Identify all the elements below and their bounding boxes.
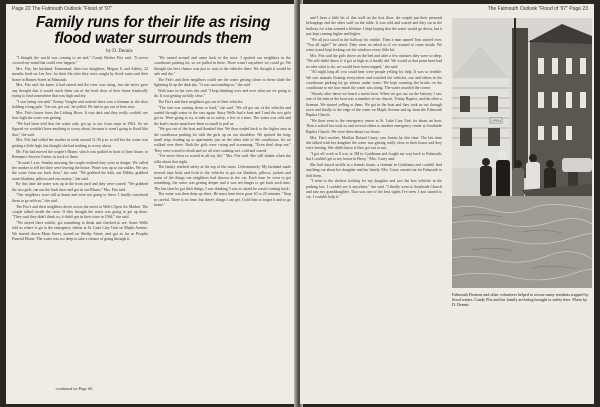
article-paragraph: Mrs. Fitz said the knew it had rained and the river was rising, but she never gave any thought that it would reach them out of the back door of their home frantically trying to find somewhere that was high and dry. bbox=[12, 83, 148, 99]
article-column-1 bbox=[12, 56, 148, 398]
article-paragraph: "All night long all you could hear were people yelling for help. It was so terrible. We saw animals floating everywhere and watched the vehicles, our and others in the courthouse parking lot go almost under water. We kept counting the bricks on the courthouse to see how much the water was rising. The water rounded the corner. bbox=[306, 70, 442, 91]
page-folio: Page 22 The Falmouth Outlook "Flood of '97" bbox=[12, 6, 113, 12]
article-paragraph: Mrs. Fitz's mother, Marilyn Boland Casey, was frantic by this time. The last time she talked with her daughter the water was getting really close to their house and they were leaving. She didn't know if they got out or not. bbox=[306, 135, 442, 151]
article-headline: Family runs for their life as rising flood water surrounds them bbox=[35, 14, 271, 47]
article-paragraph: The Fitz's and their neighbors got out of their vehicles. bbox=[158, 99, 244, 104]
article-paragraph: The family reached safety at the top of the stairs. Unfortunately, My husband made several trips back and forth to the vehicles to get our blankets, pillows, jackets and some of the things our neighbors had thrown in the car. Each time he went to get something, the water was getting deeper and it was ten hinges to get back each time. The last time he got their things, I was thinking 'I was so afraid he wasn't coming back.' bbox=[154, 165, 291, 191]
article-paragraph: "We turned around and came back to the store. I spotted our neighbors in the courthouse parking lot, so we pulled in there. There wasn't anywhere we could go. We thought our best chance was just to wait in the vehicles there. We thought it would be safe and dry." bbox=[154, 56, 291, 76]
article-paragraph: "I thought the world was coming to an end," Candy Becker Fitz said. "It never crossed my mind that could ever happen." bbox=[12, 56, 148, 66]
article-paragraph: "I went to the shelters looking for my daughter and saw the box vehicles in the parking lots. I couldn't see it anywhere," she said. "I finally went to Southside Church and saw my granddaughter. That was one of the best sights I've seen. I just started to cry. I couldn't help it." bbox=[306, 179, 442, 200]
article-paragraph: Mrs. Fitz, her husband, Emmanuel, their two daughters, Megan, 6, and Ashley, 22 months lived on Lee Ave. for their life after they were caught by flood water and their home in Barnes Street in Falmouth. bbox=[12, 67, 148, 82]
article-paragraph: "We then went to the emergency center at St. Luke Cary Unit for about an hour. Then a school bus took us and several others to another emergency center at Southside Baptist Church. We were there about two hours. bbox=[306, 119, 442, 134]
article-paragraph: and I have a little bit of that stuff on the first floor, the couple put their personal belongings and the other stuff on the table. It was cold and scared and they sat in the hallway for what seemed a lifetime. I kept hoping that the water would go down, but it just kept coming higher and higher. bbox=[306, 16, 442, 36]
article-paragraph: Mrs. Fitz had called her mother at work around 11:30 p.m. to tell her the water was getting a little high, but thought she had nothing to worry about. bbox=[12, 138, 148, 148]
page-folio: The Falmouth Outlook "Flood of '97" Page 23 bbox=[487, 6, 588, 12]
article-column-2 bbox=[154, 56, 291, 398]
article-paragraph: "I've never been so scared in all my life," Mrs. Fitz said. She still shakes when she talks about that night. bbox=[154, 154, 291, 164]
article-paragraph: Mrs. Fitz said the girls drove on the bed and after a few minutes they were so deep. "We still didn't know if it got as high as it finally did. We would at that point have had no idea what to do, we would have been trapped," she said. bbox=[306, 54, 442, 69]
photo-sign: OPEN bbox=[491, 119, 501, 123]
article-paragraph: "We had been told that the water only got up to our front steps in 1964. So we figured we wouldn't have anything to worry about, because it wasn't going to flood like that," she said. bbox=[12, 122, 148, 137]
photo-caption: Falmouth Firemen and other volunteers helped to rescue many residents trapped by flood waters. Candy Fitz and her family are being brought to safety here. Photo by D. Dennis. bbox=[452, 292, 589, 308]
article-paragraph: "We all just stood in the hallway for awhile. Then a man named Tom started over. "You all right?" he asked. They went on asked us if we wanted to come inside. We went in and kept looking out the windows every little bit. bbox=[306, 37, 442, 53]
article-paragraph: By this time the water was up in the front yard and they were scared. "We grabbed the two girls, ran out the back door and got in our Blazer," Mrs. Fitz said. bbox=[12, 182, 148, 192]
continued-notice: continued on Page 66 bbox=[55, 386, 93, 391]
article-paragraph: "We stayed there awhile, got something to drink and checked to see. Some Wells told us where to go to the emergency shelter at St. Luke Cary Unit on Maple Avenue. We started down Main Street, turned on Shelby Street, and got as far as Peoples Funeral Home. The water was too deep to take a chance of going through it. bbox=[12, 220, 148, 241]
article-paragraph: "I was being rescued," Kenny Vaughn and noticed there was a fireman at the door holding a long pole. 'Get out, get out,' he yelled. We had to get out of here now. bbox=[12, 99, 148, 110]
article-paragraph: The water was then deep up there. He must have been gone 10 to 20 minutes. "Stop to careful. There is no time, but there's things I can get. I told him to forget it and to go home." bbox=[154, 192, 291, 208]
article-paragraph: "Shortly after dawn we heard a motor boat. When we got out on the balcony I saw one of the men in the boat was a member of our church, Trinity Baptist, and the other a fireman. We started yelling at them. We got in the boat and they took us out through town and finally to the edge of the water on Maple Avenue and up from the Falmouth Baptist Church. bbox=[306, 92, 442, 118]
rescue-photo bbox=[452, 18, 592, 288]
right-page bbox=[300, 4, 594, 404]
article-paragraph: "I got off work at 8 a.m. at 3M in Cynthiana and fought my way back to Falmouth, but I couldn't get to my house in Berry," Mrs. Casey said. bbox=[306, 151, 442, 162]
left-page bbox=[6, 4, 297, 404]
article-paragraph: She had stayed awhile at a friends house, a fireman in Cynthiana and couldn't find anything out about her daughter and her family. Mrs. Casey started out for Falmouth to find them. bbox=[306, 163, 442, 178]
article-paragraph: With tears in her eyes she said "I kept thinking over and over what are we going to do. It was getting awfully close." bbox=[154, 88, 291, 99]
article-paragraph: The Fitz's and their neighbors could see the water getting closer to them while the lightning lit up the dark sky. "It was surrounding us," she said. bbox=[154, 77, 291, 87]
article-paragraph: Mr. Fitz had moved the couple's Blazer, which was parked in front of their house, to Brennan's Service Center, in back of them. bbox=[12, 149, 148, 159]
article-paragraph: Mrs. Fitz's house faces the Licking River. It was dark and they really couldn't see how high the water was getting. bbox=[12, 110, 148, 121]
article-paragraph: The Fitz's and their neighbors drove across the street to Welt's Open Air Market. The couple talked inside the store. If they thought the water was going to get up there. "They said they didn't think so, it didn't get in their store in 1964," she said. bbox=[12, 204, 148, 220]
article-paragraph: "We got out of the boat and thanked him. We then waded back to the higher area in the courthouse parking lot with the girls up on our shoulders. We spotted the long, small steps leading up to apartments just on the other side of the courthouse. So we walked over there. Both the girls were crying and screaming. "Even don't drop me." They were scared to death and we all were soaking wet, cold and scared. bbox=[154, 127, 291, 153]
article-paragraph: "The rain was coming down so hard," she said. "We all got out of the vehicles and waded through water to the cars again. Stacy Wells had a boat and I and the two girls got in. Were going to try to take us to safety, a few at a time. The water was cold and the boat's motor must have been so small to pull us. bbox=[154, 105, 291, 126]
article-column-3 bbox=[306, 16, 442, 396]
article-paragraph: "Our neighbors were still at home and were not going to leave. I finally convinced them to go with us," she said. bbox=[12, 193, 148, 203]
article-paragraph: "Around 1 a.m. Sunday morning the couple realized they were in danger. We called her mother to tell her they were leaving the house. Water was up to our ankles. We saw the water from our back door," she said. "We grabbed the kids, our Bibles, grabbed some blankets, pillows and our money," she said. bbox=[12, 160, 148, 181]
article-byline: by D. Dennis bbox=[106, 49, 133, 54]
